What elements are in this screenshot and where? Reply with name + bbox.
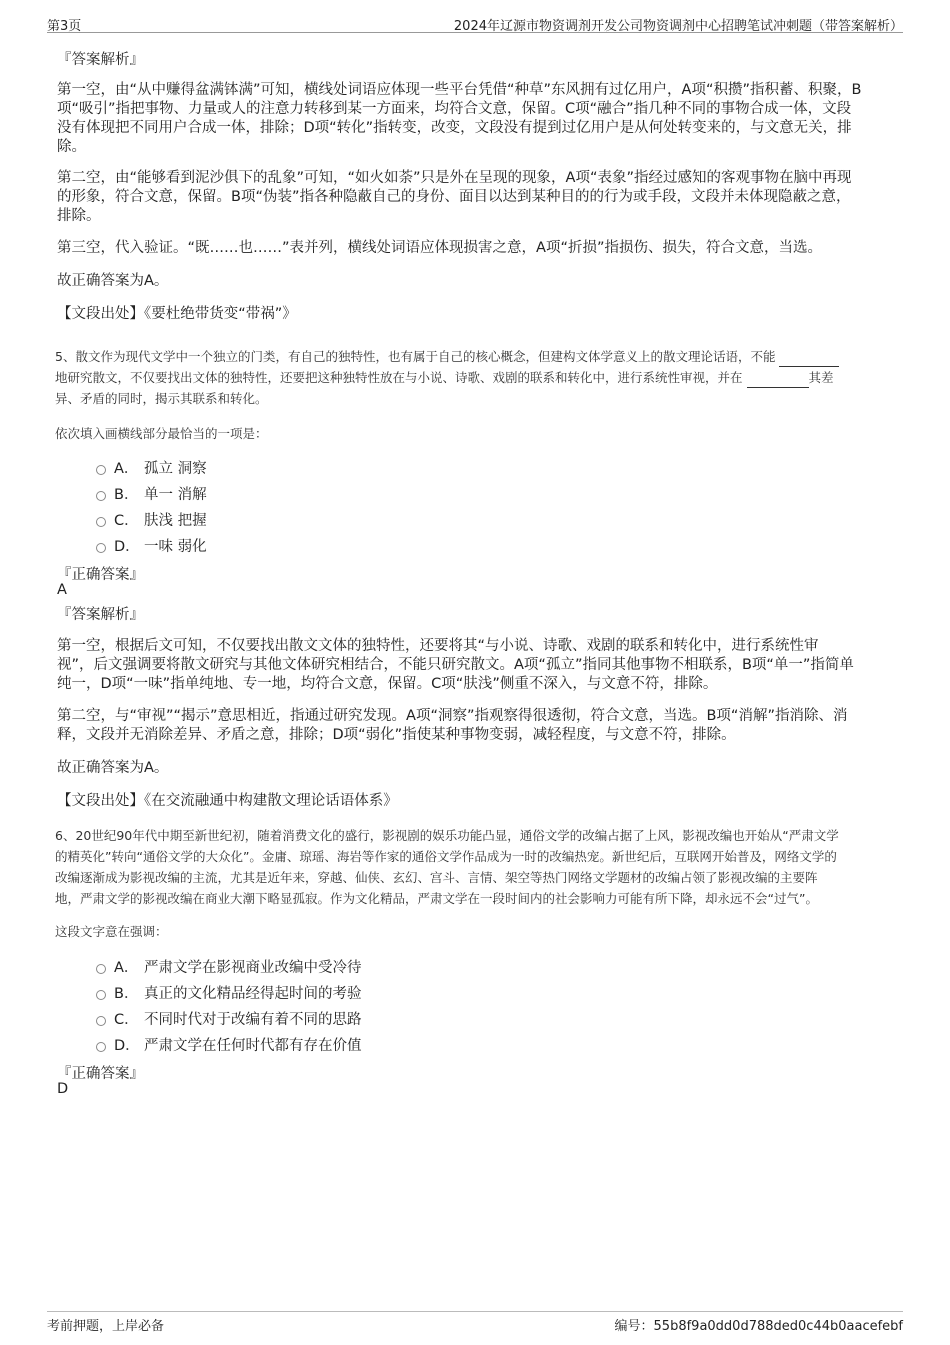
option-letter: D． xyxy=(114,1037,140,1054)
stem-text: 5、散文作为现代文学中一个独立的门类，有自己的独特性，也有属于自己的核心概念，但建构文体学意义上的散文理论话语，不能 xyxy=(55,349,776,364)
source-citation: 【文段出处】《要杜绝带货变“带祸”》 xyxy=(57,306,297,322)
text-line: 的形象，符合文意，保留。B项“伪装”指各种隐蔽自己的身份、面目以达到某种目的的行为或手段，文段并未体现隐蔽之意， xyxy=(57,189,851,205)
text-line: 的精英化”转向“通俗文学的大众化”。金庸、琼瑶、海岩等作家的通俗文学作品成为一时的改编热宠。新世纪后，互联网开始普及，网络文学的 xyxy=(55,849,837,864)
question-prompt: 这段文字意在强调： xyxy=(55,924,168,939)
text-line: 异、矛盾的同时，揭示其联系和转化。 xyxy=(55,391,268,406)
option-c[interactable] xyxy=(96,508,207,530)
text-line: 视”，后文强调要将散文研究与其他文体研究相结合，不能只研究散文。A项“孤立”指同其他事物不相联系，B项“单一”指简单 xyxy=(57,657,854,673)
option-letter: C． xyxy=(114,512,139,529)
text-line: 释，文段并无消除差异、矛盾之意，排除；D项“弱化”指使某种事物变弱，减轻程度，与文意不符，排除。 xyxy=(57,727,736,743)
option-text: 严肃文学在影视商业改编中受冷待 xyxy=(144,959,362,976)
analysis-heading: 『答案解析』 xyxy=(57,607,144,623)
text-line: 除。 xyxy=(57,139,86,155)
radio-button[interactable] xyxy=(96,1042,106,1052)
option-b[interactable] xyxy=(96,482,207,504)
analysis-heading: 『答案解析』 xyxy=(57,52,144,68)
radio-button[interactable] xyxy=(96,1016,106,1026)
text-line: 改编逐渐成为影视改编的主流，尤其是近年来，穿越、仙侠、玄幻、宫斗、言情、架空等热门网络文学题材的改编占领了影视改编的主要阵 xyxy=(55,870,818,885)
correct-answer-heading: 『正确答案』 xyxy=(57,1066,144,1082)
option-b[interactable] xyxy=(96,981,362,1003)
page-number: 第3页 xyxy=(47,19,82,34)
stem-text: 地研究散文，不仅要找出文体的独特性，还要把这种独特性放在与小说、诗歌、戏剧的联系和转化中，进行系统性审视，并在 xyxy=(55,370,743,385)
option-letter: C． xyxy=(114,1011,139,1028)
radio-button[interactable] xyxy=(96,543,106,553)
option-text: 肤浅 把握 xyxy=(144,512,207,529)
option-text: 真正的文化精品经得起时间的考验 xyxy=(144,985,362,1002)
option-d[interactable] xyxy=(96,1033,362,1055)
text-line xyxy=(55,367,895,388)
text-line: 排除。 xyxy=(57,208,101,224)
option-text: 单一 消解 xyxy=(144,486,207,503)
option-letter: A． xyxy=(114,959,139,976)
text-line: 没有体现把不同用户合成一体，排除；D项“转化”指转变，改变，文段没有提到过亿用户是从何处转变来的，与文意无关，排 xyxy=(57,120,852,136)
text-line: 第一空，由“从中赚得盆满钵满”可知，横线处词语应体现一些平台凭借“种草”东风拥有过亿用户，A项“积攒”指积蓄、积聚，B xyxy=(57,82,862,98)
option-c[interactable] xyxy=(96,1007,362,1029)
option-letter: A． xyxy=(114,460,139,477)
text-line xyxy=(55,346,895,367)
option-a[interactable] xyxy=(96,456,207,478)
question-prompt: 依次填入画横线部分最恰当的一项是： xyxy=(55,426,268,441)
document-id: 编号：55b8f9a0dd0d788ded0c44b0aacefebf xyxy=(614,1319,903,1334)
option-letter: B． xyxy=(114,985,139,1002)
option-text: 严肃文学在任何时代都有存在价值 xyxy=(144,1037,362,1054)
blank-line xyxy=(779,353,839,367)
option-letter: B． xyxy=(114,486,139,503)
option-a[interactable] xyxy=(96,955,362,977)
text-line: 项“吸引”指把事物、力量或人的注意力转移到某一方面来，均符合文意，保留。C项“融合”指几种不同的事物合成一体，文段 xyxy=(57,101,852,117)
answer-statement: 故正确答案为A。 xyxy=(57,760,169,776)
radio-button[interactable] xyxy=(96,491,106,501)
radio-button[interactable] xyxy=(96,465,106,475)
stem-text: 其差 xyxy=(808,370,834,385)
text-line: 第二空，由“能够看到泥沙俱下的乱象”可知，“如火如荼”只是外在呈现的现象，A项“表象”指经过感知的客观事物在脑中再现 xyxy=(57,170,852,186)
option-text: 孤立 洞察 xyxy=(144,460,207,477)
correct-answer-heading: 『正确答案』 xyxy=(57,567,144,583)
text-line: 纯一，D项“一味”指单纯地、专一地，均符合文意，保留。C项“肤浅”侧重不深入，与文意不符，排除。 xyxy=(57,676,718,692)
option-letter: D． xyxy=(114,538,140,555)
text-line: 地，严肃文学的影视改编在商业大潮下略显孤寂。作为文化精品，严肃文学在一段时间内的社会影响力可能有所下降，却永远不会“过气”。 xyxy=(55,891,818,906)
correct-answer: A xyxy=(57,582,67,598)
option-d[interactable] xyxy=(96,534,207,556)
document-title: 2024年辽源市物资调剂开发公司物资调剂中心招聘笔试冲刺题（带答案解析） xyxy=(453,19,903,34)
page-footer xyxy=(47,1311,903,1336)
answer-statement: 故正确答案为A。 xyxy=(57,273,169,289)
option-text: 一味 弱化 xyxy=(144,538,207,555)
correct-answer: D xyxy=(57,1081,69,1097)
radio-button[interactable] xyxy=(96,517,106,527)
option-text: 不同时代对于改编有着不同的思路 xyxy=(144,1011,362,1028)
radio-button[interactable] xyxy=(96,990,106,1000)
footer-slogan: 考前押题，上岸必备 xyxy=(47,1319,165,1334)
analysis-paragraph: 第三空，代入验证。“既……也……”表并列，横线处词语应体现损害之意，A项“折损”指损伤、损失，符合文意，当选。 xyxy=(57,240,822,256)
radio-button[interactable] xyxy=(96,964,106,974)
page-header xyxy=(47,12,903,33)
text-line: 第二空，与“审视”“揭示”意思相近，指通过研究发现。A项“洞察”指观察得很透彻，符合文意，当选。B项“消解”指消除、消 xyxy=(57,708,848,724)
text-line: 6、20世纪90年代中期至新世纪初，随着消费文化的盛行，影视剧的娱乐功能凸显，通俗文学的改编占据了上风，影视改编也开始从“严肃文学 xyxy=(55,828,839,843)
text-line: 第一空，根据后文可知，不仅要找出散文文体的独特性，还要将其“与小说、诗歌、戏剧的联系和转化中，进行系统性审 xyxy=(57,638,819,654)
source-citation: 【文段出处】《在交流融通中构建散文理论话语体系》 xyxy=(57,793,398,809)
blank-line xyxy=(747,374,809,388)
